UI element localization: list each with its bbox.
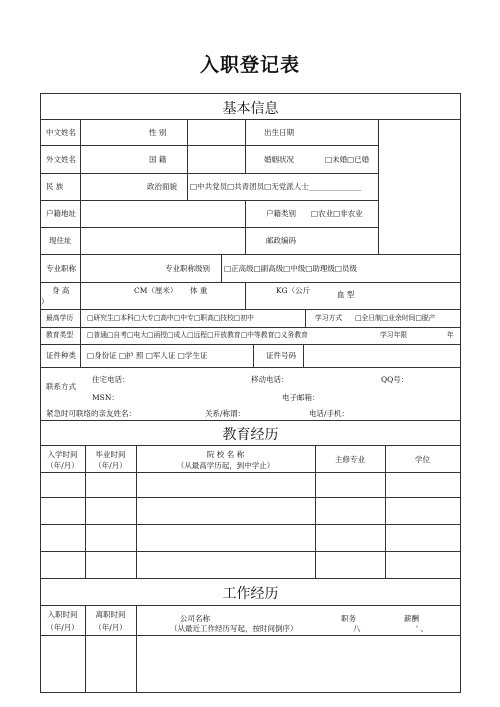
salary-mark: ' 、 xyxy=(416,624,428,633)
label-company: 公司名称 xyxy=(180,614,210,623)
label-ethnicity: 民 族 xyxy=(46,182,64,191)
label-work-entry-year-month: （年/月） xyxy=(46,623,79,632)
label-position: 职务 xyxy=(341,614,356,623)
label-work-entry-time: 入职时间 xyxy=(47,610,78,619)
years-unit: 年 xyxy=(447,331,454,339)
title-level-options[interactable]: □正高级□副高级□中级□助理级□员级 xyxy=(224,264,357,273)
label-id-number: 证件号码 xyxy=(266,351,296,360)
label-birth-date: 出生日期 xyxy=(264,128,294,137)
label-height: 身 高 xyxy=(52,286,70,295)
id-options[interactable]: □身份证 □护 照 □军人证 □学生证 xyxy=(87,351,208,360)
label-contact-method: 联系方式 xyxy=(46,382,76,391)
label-work-leave-year-month: （年/月） xyxy=(94,623,127,632)
weight-unit-end: ） xyxy=(41,297,49,306)
label-title-level: 专业职称级别 xyxy=(165,264,210,273)
label-qq: QQ号： xyxy=(381,375,409,384)
political-options[interactable]: □中共党员□共青团员□无党派人士______________ xyxy=(190,182,362,191)
label-education-type: 教育类型 xyxy=(46,331,74,339)
label-professional-title: 专业职称 xyxy=(46,264,76,273)
section-work: 工作经历 xyxy=(222,586,279,602)
label-id-type: 证件种类 xyxy=(46,351,76,360)
label-entry-year-month: （年/月） xyxy=(46,461,79,470)
label-blood-type: 血 型 xyxy=(337,290,355,299)
label-graduation-year-month: （年/月） xyxy=(94,461,127,470)
label-company-note: （从最近工作经历写起，按时间倒序） xyxy=(170,624,298,633)
label-highest-education: 最高学历 xyxy=(46,314,74,322)
label-school-note: （从最高学历起，到中学止） xyxy=(176,461,275,470)
label-degree: 学位 xyxy=(415,455,430,464)
label-relationship: 关系/称谓： xyxy=(205,409,246,418)
position-mark: 八 xyxy=(353,624,361,633)
label-gender: 性 别 xyxy=(149,128,167,137)
label-school-name: 院 校 名 称 xyxy=(206,450,245,459)
label-entry-time: 入学时间 xyxy=(47,450,78,459)
page-title: 入职登记表 xyxy=(199,54,300,76)
weight-unit: KG（公斤 xyxy=(276,286,311,295)
label-mobile-phone: 移动电话： xyxy=(251,375,289,384)
section-education: 教育经历 xyxy=(222,427,279,443)
label-nationality: 国 籍 xyxy=(149,155,167,164)
section-basic-info: 基本信息 xyxy=(222,101,279,117)
label-postal-code: 邮政编码 xyxy=(266,236,296,245)
label-foreign-name: 外文姓名 xyxy=(46,155,76,164)
label-weight: 体 重 xyxy=(190,286,208,295)
label-msn: MSN： xyxy=(92,393,119,402)
height-unit: CM（厘米） xyxy=(134,286,178,295)
label-graduation-time: 毕业时间 xyxy=(95,450,126,459)
label-chinese-name: 中文姓名 xyxy=(46,128,76,137)
label-email: 电子邮箱： xyxy=(282,393,320,402)
education-type-options[interactable]: □普通□自考□电大□函授□成人□远程□开放教育□中等教育□义务教育 xyxy=(87,331,308,339)
label-study-years: 学习年限 xyxy=(380,331,408,339)
label-current-address: 现住址 xyxy=(49,236,72,245)
label-emergency-name: 紧急时可联络的亲友姓名： xyxy=(46,409,136,418)
label-political-status: 政治面貌 xyxy=(147,182,177,191)
study-mode-options[interactable]: □全日制□业余时间□脱产 xyxy=(355,314,436,322)
label-major: 主修专业 xyxy=(335,455,365,464)
education-options[interactable]: □研究生□本科□大专□高中□中专□职高□技校□初中 xyxy=(87,314,254,322)
label-emergency-phone: 电话/手机： xyxy=(309,409,350,418)
label-work-leave-time: 离职时间 xyxy=(95,610,126,619)
label-salary: 薪酬 xyxy=(404,614,419,623)
label-hukou-address: 户籍地址 xyxy=(46,209,76,218)
marital-options[interactable]: □未婚□已婚 xyxy=(325,155,370,164)
hukou-options[interactable]: □农业□非农业 xyxy=(311,209,363,218)
label-hukou-type: 户籍类别 xyxy=(266,209,296,218)
label-marital-status: 婚姻状况 xyxy=(264,155,294,164)
label-study-mode: 学习方式 xyxy=(315,314,343,322)
label-home-phone: 住宅电话： xyxy=(92,375,130,384)
